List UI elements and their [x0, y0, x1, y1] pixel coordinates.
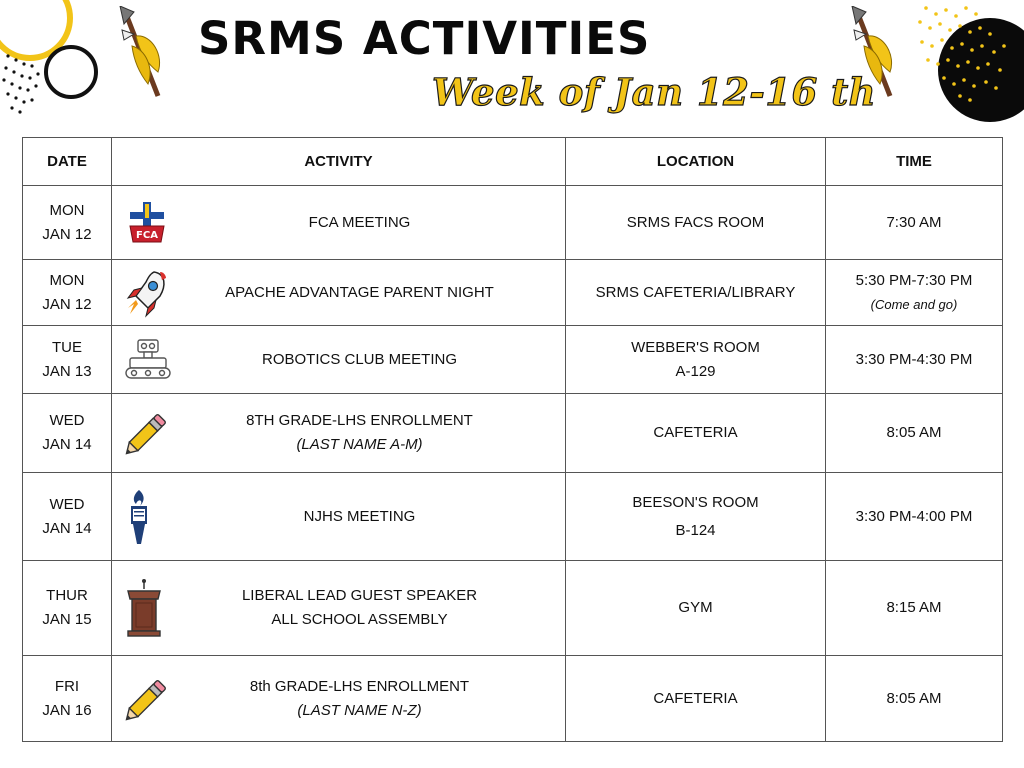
activity-name: 8TH GRADE-LHS ENROLLMENT [246, 412, 473, 429]
activity-name: LIBERAL LEAD GUEST SPEAKER [241, 587, 478, 604]
location-room: B-124 [675, 521, 716, 539]
time-value: 8:05 AM [886, 424, 942, 441]
fca-logo-text: FCA [136, 229, 158, 241]
day-label: WED [49, 495, 85, 513]
table-row [23, 260, 1003, 326]
location-cell [566, 656, 826, 742]
day-label: TUE [52, 338, 82, 356]
decorative-circles-left [0, 0, 110, 120]
day-label: THUR [46, 587, 88, 604]
activity-cell [112, 186, 566, 260]
time-value: 7:30 AM [886, 213, 942, 231]
podium-icon [124, 579, 164, 637]
location-room: A-129 [675, 362, 716, 380]
time-cell [826, 473, 1003, 561]
activity-note: ALL SCHOOL ASSEMBLY [271, 611, 448, 628]
activities-table [22, 137, 1003, 742]
location-cell [566, 473, 826, 561]
time-value: 3:30 PM-4:00 PM [855, 507, 973, 525]
location-name: SRMS FACS ROOM [626, 213, 765, 231]
date-label: JAN 14 [42, 519, 92, 537]
location-name: GYM [678, 599, 713, 616]
table-row [23, 326, 1003, 394]
date-label: JAN 13 [42, 362, 92, 380]
time-cell [826, 656, 1003, 742]
pencil-icon [124, 676, 170, 722]
time-cell [826, 326, 1003, 394]
location-cell [566, 394, 826, 473]
location-cell [566, 186, 826, 260]
date-label: JAN 16 [42, 701, 92, 719]
date-cell [23, 394, 112, 473]
activity-cell [112, 561, 566, 656]
activity-cell [112, 394, 566, 473]
date-label: JAN 14 [42, 436, 92, 453]
table-row [23, 394, 1003, 473]
date-cell [23, 186, 112, 260]
location-name: CAFETERIA [653, 689, 738, 707]
date-label: JAN 12 [42, 295, 92, 313]
date-cell [23, 561, 112, 656]
time-value: 8:15 AM [886, 599, 942, 616]
location-cell [566, 326, 826, 394]
header-location: LOCATION [566, 138, 826, 186]
activity-name: NJHS MEETING [303, 507, 416, 525]
day-label: WED [49, 412, 85, 429]
rocket-icon [124, 268, 170, 318]
day-label: FRI [54, 677, 80, 695]
time-value: 5:30 PM-7:30 PM [855, 271, 973, 289]
time-cell [826, 561, 1003, 656]
activity-name: APACHE ADVANTAGE PARENT NIGHT [225, 283, 494, 301]
date-cell [23, 656, 112, 742]
page-title: SRMS ACTIVITIES [198, 12, 651, 65]
robot-icon [124, 338, 172, 382]
header-time: TIME [826, 138, 1003, 186]
activity-note: (LAST NAME N-Z) [297, 701, 422, 719]
date-label: JAN 12 [42, 225, 92, 243]
date-label: JAN 15 [42, 611, 92, 628]
activity-cell [112, 326, 566, 394]
table-row [23, 186, 1003, 260]
location-name: WEBBER'S ROOM [631, 338, 760, 356]
day-label: MON [49, 201, 85, 219]
location-name: CAFETERIA [653, 424, 738, 441]
table-row [23, 561, 1003, 656]
time-value: 8:05 AM [886, 689, 942, 707]
table-header-row [23, 138, 1003, 186]
header-activity: ACTIVITY [112, 138, 566, 186]
location-cell [566, 260, 826, 326]
activity-name: 8th GRADE-LHS ENROLLMENT [249, 677, 470, 695]
date-cell [23, 473, 112, 561]
arrow-feather-icon-left [112, 6, 167, 101]
week-subtitle: Week of Jan 12-16 th [432, 70, 877, 114]
time-note: (Come and go) [870, 296, 958, 312]
torch-icon [124, 488, 154, 546]
activity-name: FCA MEETING [308, 213, 411, 231]
activity-cell [112, 656, 566, 742]
fca-logo-icon [124, 200, 170, 246]
location-name: BEESON'S ROOM [632, 493, 759, 511]
activity-cell [112, 473, 566, 561]
header-date: DATE [23, 138, 112, 186]
location-name: SRMS CAFETERIA/LIBRARY [595, 283, 796, 301]
decorative-dots-right [908, 0, 1024, 125]
pencil-icon [124, 410, 170, 456]
activity-cell [112, 260, 566, 326]
date-cell [23, 326, 112, 394]
day-label: MON [49, 271, 85, 289]
activity-name: ROBOTICS CLUB MEETING [261, 350, 458, 368]
location-cell [566, 561, 826, 656]
time-value: 3:30 PM-4:30 PM [855, 350, 973, 368]
time-cell [826, 260, 1003, 326]
time-cell [826, 186, 1003, 260]
table-row [23, 473, 1003, 561]
time-cell [826, 394, 1003, 473]
date-cell [23, 260, 112, 326]
activity-note: (LAST NAME A-M) [296, 436, 423, 453]
table-row [23, 656, 1003, 742]
